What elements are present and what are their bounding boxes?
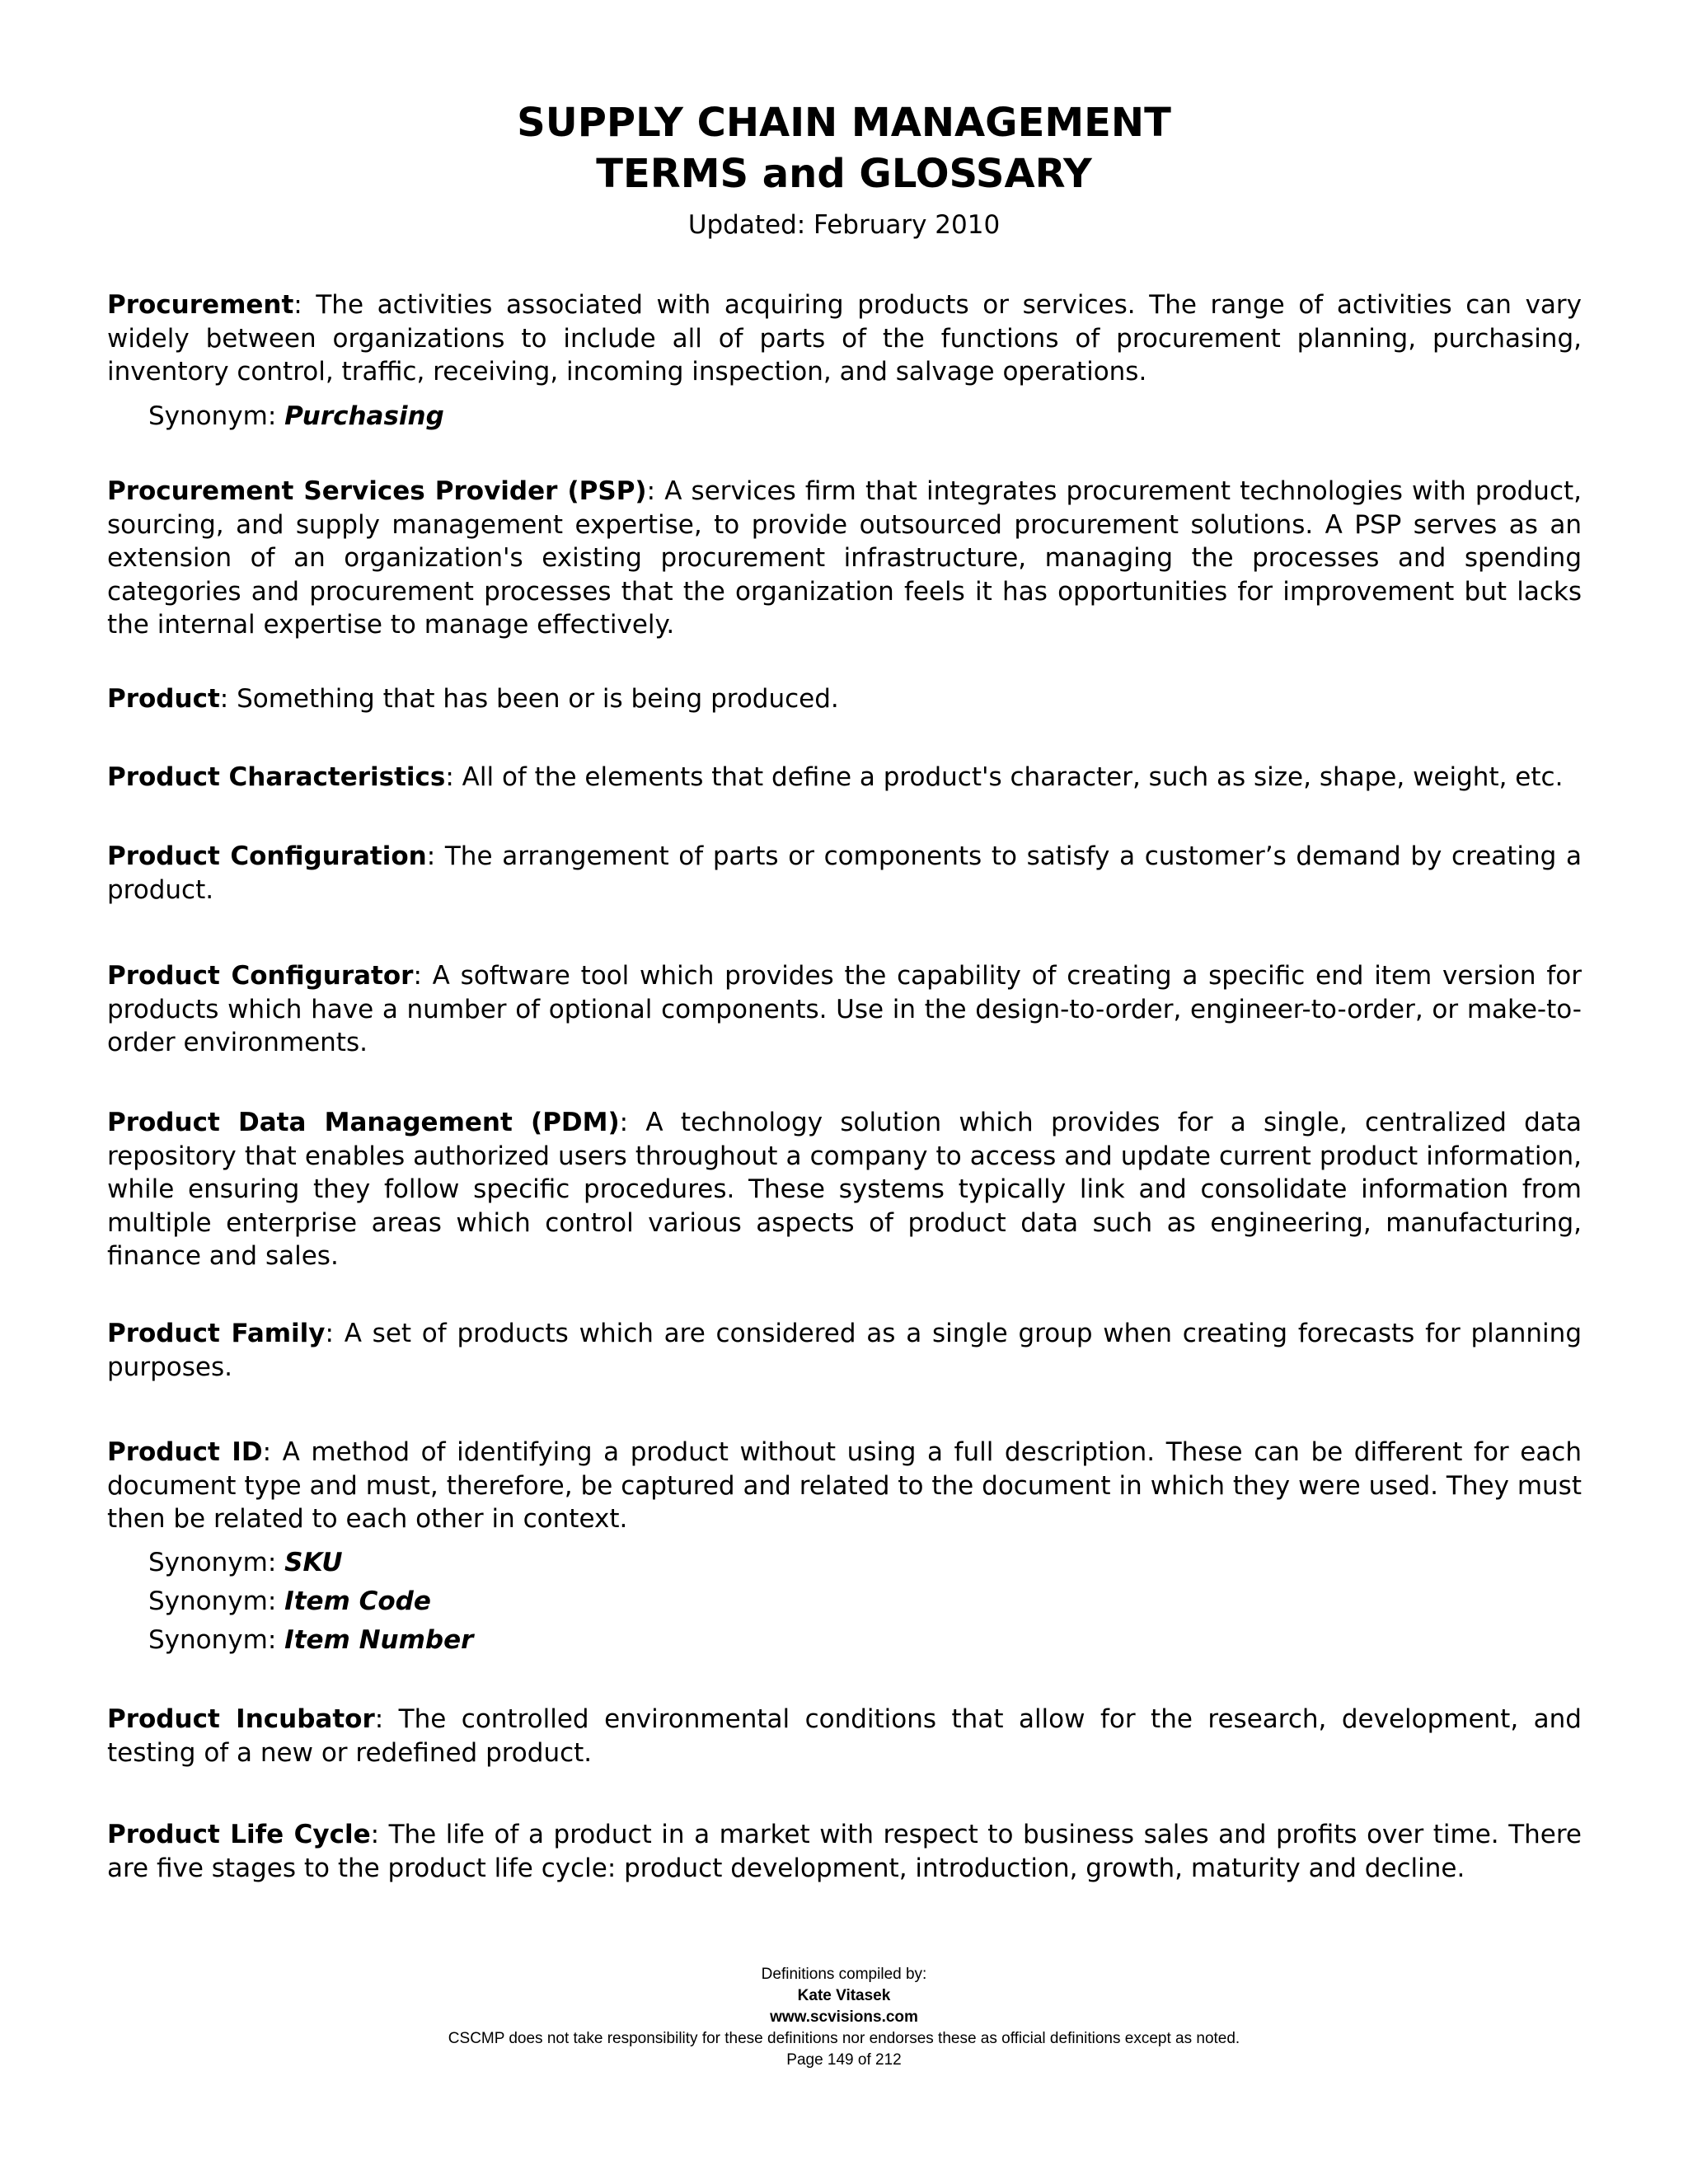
updated-date: Updated: February 2010 [687, 210, 1001, 240]
glossary-entry-procurement [107, 288, 1582, 389]
synonym-value: Purchasing [284, 401, 444, 431]
entry-definition: : All of the elements that define a product's character, such as size, shape, weight, etc. [445, 762, 1564, 792]
entry-definition: : A method of identifying a product without using a full description. These can be different for each document type and must, therefore, be captured and related to the document in which they were used. They must then be related to each other in context. [107, 1437, 1582, 1534]
synonym-label: Synonym: [148, 1625, 285, 1655]
entry-definition: : A software tool which provides the capability of creating a specific end item version for products which have a number of optional components. Use in the design-to-order, engineer-to-order, or make-to-order environments. [107, 961, 1582, 1057]
synonym-line [107, 397, 444, 436]
entry-definition: : The controlled environmental conditions that allow for the research, development, and testing of a new or redefined product. [107, 1704, 1582, 1768]
entry-definition: : The arrangement of parts or components to satisfy a customer’s demand by creating a product. [107, 841, 1582, 905]
glossary-entry-product-life-cycle [107, 1818, 1582, 1885]
entry-definition: : The activities associated with acquiring products or services. The range of activities can vary widely between organizations to include all of parts of the functions of procurement planning, purchasing, inventory control, traffic, receiving, incoming inspection, and salvage operations. [107, 290, 1582, 387]
entry-term: Product ID [107, 1437, 263, 1467]
glossary-entry-psp [107, 475, 1582, 642]
glossary-entry-product-characteristics [107, 761, 1582, 794]
title-line-2: TERMS and GLOSSARY [596, 151, 1092, 197]
footer-page-number: Page 149 of 212 [786, 2051, 902, 2069]
synonym-line [107, 1621, 473, 1660]
entry-definition: : A set of products which are considered as a single group when creating forecasts for planning purposes. [107, 1319, 1582, 1382]
document-header [0, 97, 1688, 244]
glossary-entry-product-id [107, 1436, 1582, 1536]
synonym-line [107, 1544, 343, 1582]
glossary-entry-product-configuration [107, 840, 1582, 907]
synonym-value: SKU [284, 1548, 343, 1577]
synonym-label: Synonym: [148, 401, 285, 431]
synonym-line [107, 1582, 431, 1621]
footer-disclaimer: CSCMP does not take responsibility for these definitions nor endorses these as official definitions except as noted. [448, 2030, 1240, 2047]
entry-term: Product Incubator [107, 1704, 375, 1734]
entry-term: Procurement [107, 290, 294, 320]
entry-term: Product Configuration [107, 841, 427, 871]
footer-website-link[interactable]: www.scvisions.com [770, 2008, 918, 2026]
footer-author: Kate Vitasek [797, 1987, 891, 2004]
page-footer [0, 1964, 1688, 2071]
entry-term: Product Life Cycle [107, 1820, 371, 1849]
glossary-entry-product-family [107, 1317, 1582, 1384]
entry-definition: : The life of a product in a market with respect to business sales and profits over time. There are five stages to the product life cycle: product development, introduction, growth, maturity and decline. [107, 1820, 1582, 1883]
entry-term: Product [107, 684, 220, 714]
glossary-entry-pdm [107, 1106, 1582, 1273]
entry-term: Product Characteristics [107, 762, 446, 792]
glossary-entry-product-configurator [107, 959, 1582, 1060]
entry-term: Product Data Management (PDM) [107, 1108, 620, 1137]
synonym-value: Item Number [284, 1625, 474, 1655]
title-line-1: SUPPLY CHAIN MANAGEMENT [517, 100, 1171, 146]
entry-term: Procurement Services Provider (PSP) [107, 476, 647, 506]
glossary-entry-product-incubator [107, 1703, 1582, 1769]
synonym-value: Item Code [284, 1586, 431, 1616]
entry-term: Product Family [107, 1319, 326, 1348]
entry-definition: : A technology solution which provides for a single, centralized data repository that enables authorized users throughout a company to access and update current product information, while ensuring they follow specific procedures. These systems typically link and consolidate information from multiple enterprise areas which control various aspects of product data such as engineering, manufacturing, finance and sales. [107, 1108, 1582, 1271]
footer-compiled-by: Definitions compiled by: [761, 1966, 927, 1983]
glossary-entry-product [107, 682, 1582, 716]
entry-definition: : Something that has been or is being produced. [219, 684, 839, 714]
entry-term: Product Configurator [107, 961, 414, 991]
synonym-label: Synonym: [148, 1586, 285, 1616]
synonym-label: Synonym: [148, 1548, 285, 1577]
entry-definition: : A services firm that integrates procurement technologies with product, sourcing, and supply management expertise, to provide outsourced procurement solutions. A PSP serves as an extension of an organization's existing procurement infrastructure, managing the processes and spending categories and procurement processes that the organization feels it has opportunities for improvement but lacks the internal expertise to manage effectively. [107, 476, 1582, 640]
